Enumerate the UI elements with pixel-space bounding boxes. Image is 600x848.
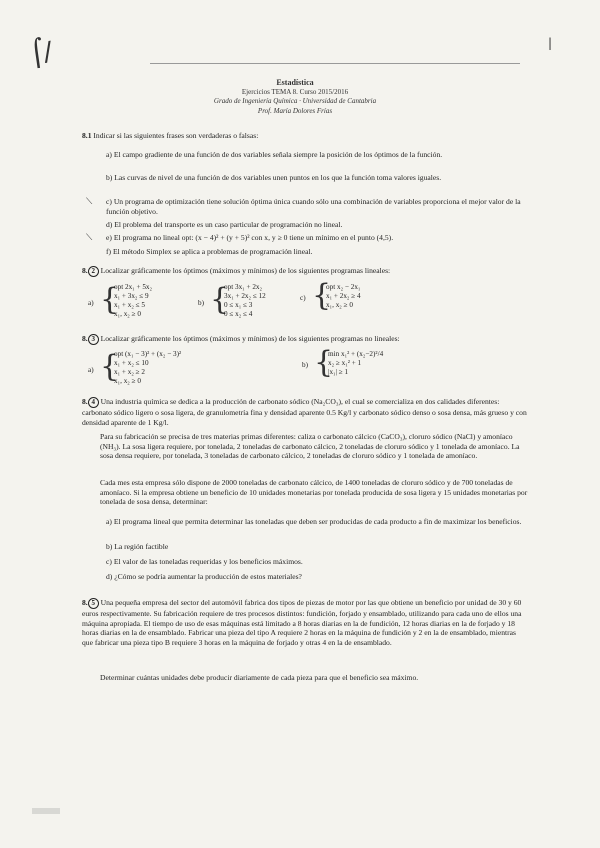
item-label: f) <box>106 247 112 256</box>
ex1-item-e <box>106 233 526 243</box>
exercise-8-4-p2 <box>100 432 528 461</box>
constraint: x₁ + 2x₂ ≥ 4 <box>326 292 361 300</box>
left-brace: { <box>314 345 334 380</box>
item-text: Las curvas de nivel de una función de dos variables unen puntos en los que la función toma valores iguales. <box>114 173 442 182</box>
circled-number: 5 <box>88 598 99 609</box>
scanner-stamp <box>32 808 60 814</box>
constraint: |x₁| ≥ 1 <box>328 368 349 376</box>
program-label: b) <box>198 299 204 307</box>
paragraph: Determinar cuántas unidades debe producir diariamente de cada pieza para que el beneficio sea máximo. <box>100 673 419 682</box>
constraint: 0 ≤ x₁ ≤ 3 <box>224 301 253 309</box>
constraint: x₁ + 3x₂ ≤ 9 <box>114 292 149 300</box>
program-label: b) <box>302 361 308 369</box>
left-brace: { <box>210 282 230 317</box>
exercise-8-5-p2 <box>100 673 528 683</box>
header-line-professor: Prof. María Dolores Frías <box>257 106 333 115</box>
exercise-intro: Localizar gráficamente los óptimos (máximos y mínimos) de los siguientes programas no lineales: <box>100 334 400 343</box>
item-text: El problema del transporte es un caso particular de programación no lineal. <box>114 220 343 229</box>
document-title: Estadística <box>276 78 314 87</box>
ex1-item-c <box>106 197 526 216</box>
ex4-item-d <box>106 572 526 582</box>
left-brace: { <box>100 282 120 317</box>
exercise-prefix: 8. <box>82 334 88 343</box>
item-label: c) <box>106 197 112 206</box>
constraint: x₁ + x₂ ≤ 10 <box>114 359 149 367</box>
item-label: a) <box>106 150 112 159</box>
header-rule <box>150 63 520 64</box>
left-brace: { <box>312 278 332 313</box>
exercise-number: 8.1 <box>82 131 92 140</box>
item-label: e) <box>106 233 112 242</box>
item-text: El campo gradiente de una función de dos variables señala siempre la posición de los óptimos de la función. <box>113 150 443 159</box>
exercise-8-2 <box>82 266 532 277</box>
item-text: La región factible <box>114 542 169 551</box>
exercise-8-5-p1 <box>82 598 528 647</box>
constraint: x₁, x₂ ≥ 0 <box>114 377 141 385</box>
circled-number: 2 <box>88 266 99 277</box>
paragraph: Una pequeña empresa del sector del automóvil fabrica dos tipos de piezas de motor por las que obtiene un beneficio por unidad de 30 y 60 euros respectivamente. Su fabricación requiere de tres procesos distintos: fundición, forjado y ensamblado, utilizando para cada uno de ellos una máquina apropiada. El tiempo de uso de esas máquinas está limitado a 8 horas diarias en la de fundición, 12 horas diarias en la de forjado y 18 horas diarias en la de ensamblado. Fabricar una pieza del tipo A requiere 2 horas en la máquina de fundición y 2 en la de ensamblado, mientras que fabricar una pieza tipo B requiere 3 horas en la máquina de forjado y otras 4 en la de ensamblado. <box>82 598 522 647</box>
exercise-intro: Localizar gráficamente los óptimos (máximos y mínimos) de los siguientes programas lineales: <box>100 266 391 275</box>
exercise-8-4-p3 <box>100 478 528 507</box>
program-label: a) <box>88 299 94 307</box>
item-text: El método Simplex se aplica a problemas de programación lineal. <box>112 247 313 256</box>
document-header <box>150 78 440 116</box>
exercise-intro: Indicar si las siguientes frases son verdaderas o falsas: <box>93 131 259 140</box>
paragraph: Cada mes esta empresa sólo dispone de 2000 toneladas de carbonato cálcico, de 1400 toneladas de cloruro sódico y de 700 toneladas de amoníaco. Si la empresa obtiene un beneficio de 10 unidades monetarias por tonelada producida de sosa ligera y 15 unidades monetarias por tonelada de sosa densa, determinar: <box>100 478 528 507</box>
item-label: b) <box>106 173 113 182</box>
ex4-item-c <box>106 557 526 567</box>
item-label: a) <box>106 517 112 526</box>
item-text: El programa lineal que permita determinar las toneladas que deben ser producidas de cada producto a fin de maximizar los beneficios. <box>113 517 522 526</box>
paragraph: Para su fabricación se precisa de tres materias primas diferentes: caliza o carbonato cálcico (CaCO₃), cloruro sódico (NaCl) y amoníaco (NH₃). La sosa ligera requiere, por tonelada, 2 toneladas de carbonato cálcico, 2 toneladas de cloruro sódico y 1 tonelada de amoníaco. La sosa densa requiere, por tonelada, 3 toneladas de carbonato cálcico, 2 toneladas de cloruro sódico y 1 tonelada de amoníaco. <box>100 432 520 461</box>
item-label: d) <box>106 220 113 229</box>
exercise-prefix: 8. <box>82 266 88 275</box>
exercise-8-4-p1 <box>82 397 528 427</box>
handwritten-mark-left: ⌠/ <box>28 36 55 70</box>
header-line-degree: Grado de Ingeniería Química · Universidad de Cantabria <box>213 97 377 105</box>
item-label: d) <box>106 572 113 581</box>
circled-number: 3 <box>88 334 99 345</box>
program-label: a) <box>88 366 94 374</box>
ex1-item-f <box>106 247 526 257</box>
constraint: x₁ + x₂ ≤ 5 <box>114 301 145 309</box>
constraint: x₁, x₂ ≥ 0 <box>114 310 141 318</box>
objective: min x₁² + (x₂−2)²/4 <box>328 350 384 358</box>
left-brace: { <box>100 349 120 384</box>
constraint: x₁ + x₂ ≥ 2 <box>114 368 145 376</box>
objective: opt x₂ − 2x₁ <box>326 283 361 291</box>
item-text: El valor de las toneladas requeridas y los beneficios máximos. <box>113 557 303 566</box>
ex1-item-a <box>106 150 526 160</box>
handwritten-check-c: ⟍ <box>86 197 93 207</box>
circled-number: 4 <box>88 397 99 408</box>
objective: opt 3x₁ + 2x₂ <box>224 283 263 291</box>
program-label: c) <box>300 294 306 302</box>
ex1-item-b <box>106 173 526 183</box>
constraint: 3x₁ + 2x₂ ≤ 12 <box>224 292 266 300</box>
exercise-8-3 <box>82 334 532 345</box>
header-line-course: Ejercicios TEMA 8. Curso 2015/2016 <box>241 87 349 96</box>
item-label: b) <box>106 542 113 551</box>
handwritten-mark-right: | <box>548 36 553 50</box>
item-text: ¿Cómo se podría aumentar la producción de estos materiales? <box>114 572 302 581</box>
handwritten-check-e: ⟍ <box>86 233 93 243</box>
constraint: x₁, x₂ ≥ 0 <box>326 301 353 309</box>
constraint: x₂ ≥ x₁² + 1 <box>328 359 362 367</box>
item-text: Un programa de optimización tiene solución óptima única cuando sólo una combinación de variables proporciona el mejor valor de la función objetivo. <box>106 197 521 216</box>
exercise-8-1 <box>82 131 522 141</box>
objective: opt (x₁ − 3)² + (x₂ − 3)² <box>114 350 182 358</box>
exercise-prefix: 8. <box>82 397 88 406</box>
constraint: 0 ≤ x₂ ≤ 4 <box>224 310 253 318</box>
item-text: El programa no lineal opt: (x − 4)² + (y + 5)² con x, y ≥ 0 tiene un mínimo en el punto (4,5). <box>113 233 394 242</box>
paragraph: Una industria química se dedica a la producción de carbonato sódico (Na₂CO₃), el cual se comercializa en dos calidades diferentes: carbonato sódico ligero o sosa ligera, de granulometría fina y densidad aparente 0.5 Kg/l y carbonato sódico denso o sosa densa, más grueso y con densidad aparente de 1 Kg/l. <box>82 397 527 427</box>
objective: opt 2x₁ + 5x₂ <box>114 283 153 291</box>
ex4-item-b <box>106 542 526 552</box>
item-label: c) <box>106 557 112 566</box>
exercise-prefix: 8. <box>82 598 88 607</box>
ex1-item-d <box>106 220 526 230</box>
ex4-item-a <box>106 517 526 527</box>
